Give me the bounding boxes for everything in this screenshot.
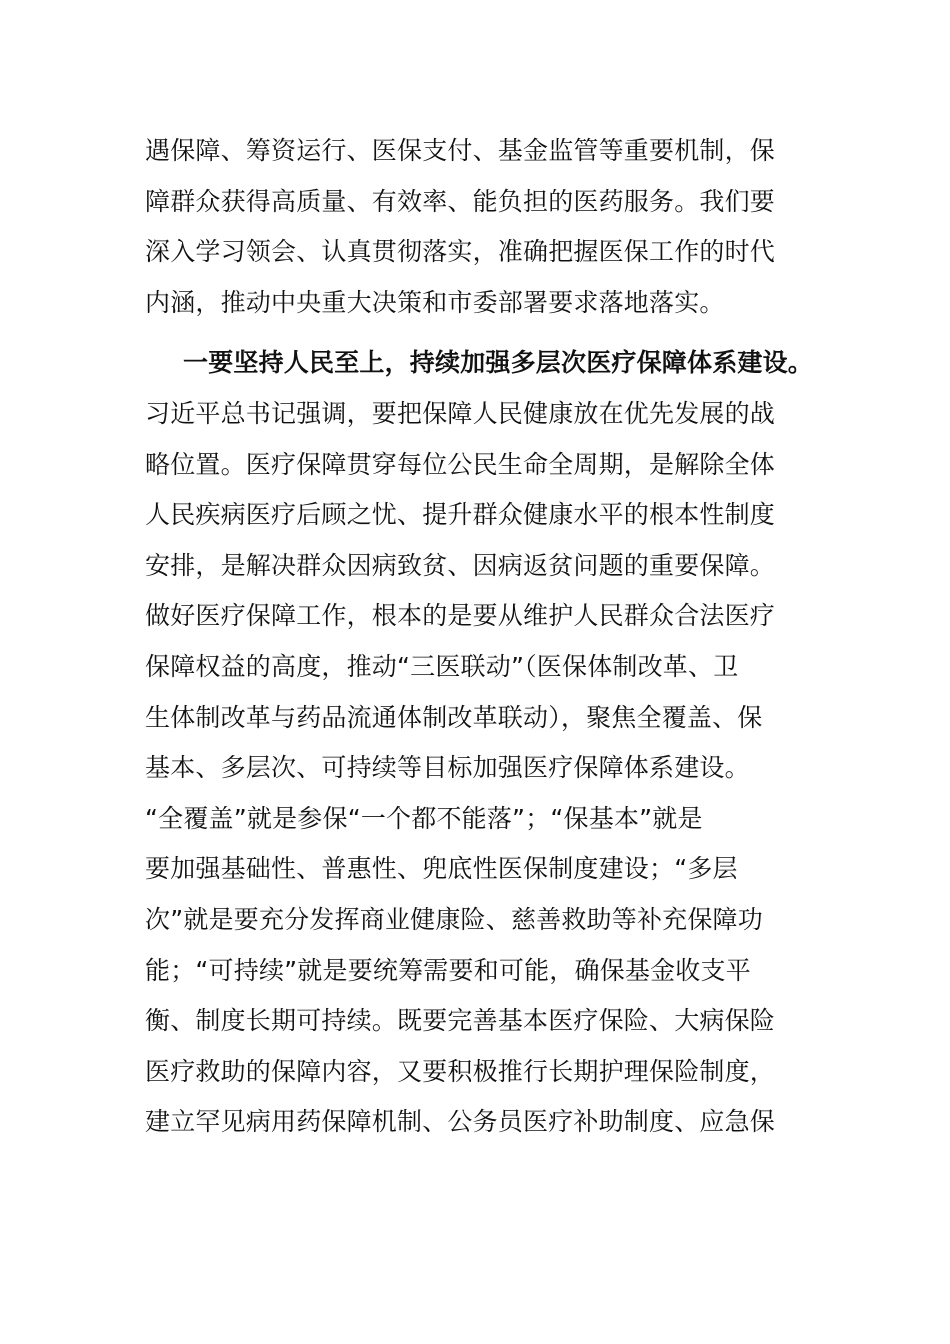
text-line: 要加强基础性、普惠性、兜底性医保制度建设；“多层 <box>145 854 738 884</box>
paragraph-gap <box>145 328 825 338</box>
text-line: 障群众获得高质量、有效率、能负担的医药服务。我们要 <box>145 186 776 216</box>
text-line: 安排，是解决群众因病致贫、因病返贫问题的重要保障。 <box>145 550 776 580</box>
text-line: 基本、多层次、可持续等目标加强医疗保障体系建设。 <box>145 753 750 783</box>
text-line: “全覆盖”就是参保“一个都不能落”；“保基本”就是 <box>145 803 703 833</box>
body-text <box>145 126 825 1148</box>
text-line: 保障权益的高度，推动“三医联动”（医保体制改革、卫 <box>145 651 739 681</box>
section-heading: 一要坚持人民至上，持续加强多层次医疗保障体系建设。 <box>183 348 814 378</box>
text-line: 遇保障、筹资运行、医保支付、基金监管等重要机制，保 <box>145 136 776 165</box>
text-line: 能；“可持续”就是要统筹需要和可能，确保基金收支平 <box>145 955 751 985</box>
text-line: 内涵，推动中央重大决策和市委部署要求落地落实。 <box>145 287 725 317</box>
text-line: 深入学习领会、认真贯彻落实，准确把握医保工作的时代 <box>145 237 776 267</box>
text-line: 习近平总书记强调，要把保障人民健康放在优先发展的战 <box>145 398 776 428</box>
text-line: 建立罕见病用药保障机制、公务员医疗补助制度、应急保 <box>145 1107 776 1137</box>
text-line: 衡、制度长期可持续。既要完善基本医疗保险、大病保险 <box>145 1006 776 1036</box>
text-line: 医疗救助的保障内容，又要积极推行长期护理保险制度， <box>145 1056 776 1086</box>
text-line: 略位置。医疗保障贯穿每位公民生命全周期，是解除全体 <box>145 449 776 479</box>
text-line: 做好医疗保障工作，根本的是要从维护人民群众合法医疗 <box>145 601 776 631</box>
text-line: 生体制改革与药品流通体制改革联动），聚焦全覆盖、保 <box>145 702 763 732</box>
text-line: 次”就是要充分发挥商业健康险、慈善救助等补充保障功 <box>145 904 763 934</box>
paragraph <box>145 338 825 1148</box>
text-line: 人民疾病医疗后顾之忧、提升群众健康水平的根本性制度 <box>145 500 776 530</box>
paragraph <box>145 126 825 328</box>
